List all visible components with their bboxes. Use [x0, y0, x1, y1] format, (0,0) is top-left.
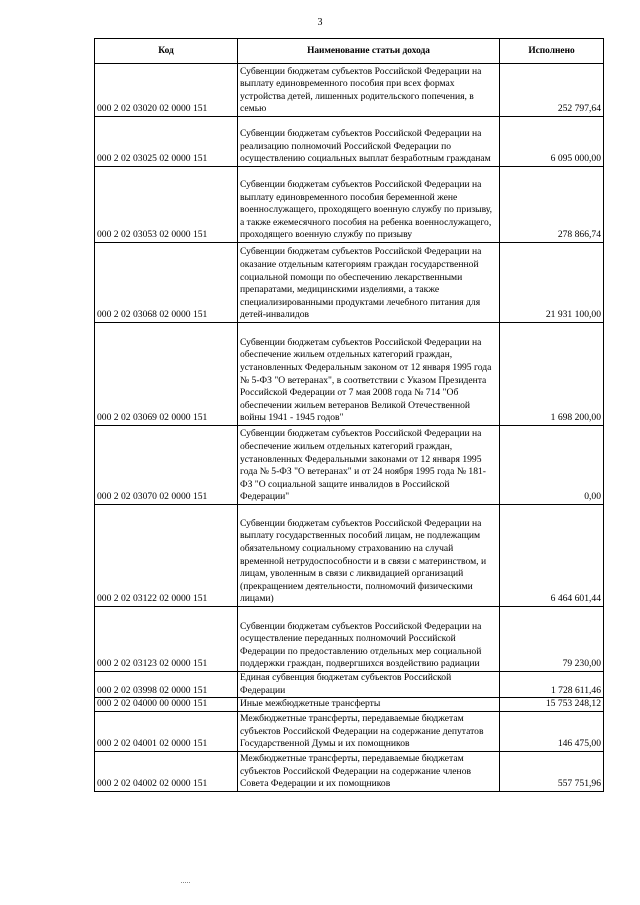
table-row [95, 426, 604, 505]
table-row [95, 117, 604, 167]
row-amount: 15 753 248,12 [500, 698, 604, 712]
table-row [95, 672, 604, 698]
row-name: Субвенции бюджетам субъектов Российской Федерации на осуществление переданных полномочий Российской Федерации по предоставлению отдельных мер социальной поддержки граждан, подвергшихся воздействию радиации [238, 607, 500, 672]
row-amount: 1 698 200,00 [500, 323, 604, 426]
table-row [95, 243, 604, 323]
row-name: Субвенции бюджетам субъектов Российской Федерации на реализацию полномочий Российской Федерации по осуществлению социальных выплат безработным гражданам [238, 117, 500, 167]
row-code: 000 2 02 03025 02 0000 151 [95, 117, 238, 167]
row-code: 000 2 02 04000 00 0000 151 [95, 698, 238, 712]
row-name: Иные межбюджетные трансферты [238, 698, 500, 712]
row-name: Межбюджетные трансферты, передаваемые бюджетам субъектов Российской Федерации на содержание депутатов Государственной Думы и их помощников [238, 711, 500, 751]
table-row [95, 698, 604, 712]
table-row [95, 711, 604, 751]
row-amount: 6 464 601,44 [500, 505, 604, 607]
row-code: 000 2 02 03070 02 0000 151 [95, 426, 238, 505]
row-amount: 79 230,00 [500, 607, 604, 672]
row-code: 000 2 02 03123 02 0000 151 [95, 607, 238, 672]
row-amount: 21 931 100,00 [500, 243, 604, 323]
table-row [95, 607, 604, 672]
row-code: 000 2 02 04002 02 0000 151 [95, 751, 238, 791]
header-code: Код [95, 39, 238, 64]
table-row [95, 751, 604, 791]
scan-mark [181, 882, 190, 884]
row-name: Субвенции бюджетам субъектов Российской Федерации на обеспечение жильем отдельных категорий граждан, установленных Федеральным законом от 12 января 1995 года № 5-ФЗ "О ветеранах", в соответствии с Указом Президента Российской Федерации от 7 мая 2008 года № 714 "Об обеспечении жильем ветеранов Великой Отечественной войны 1941 - 1945 годов" [238, 323, 500, 426]
table-row [95, 167, 604, 243]
table-row [95, 64, 604, 117]
page-number: 3 [317, 17, 323, 28]
row-amount: 1 728 611,46 [500, 672, 604, 698]
row-code: 000 2 02 03069 02 0000 151 [95, 323, 238, 426]
header-amount: Исполнено [500, 39, 604, 64]
row-code: 000 2 02 03053 02 0000 151 [95, 167, 238, 243]
table-row [95, 323, 604, 426]
row-name: Субвенции бюджетам субъектов Российской Федерации на выплату единовременного пособия при всех формах устройства детей, лишенных родительского попечения, в семью [238, 64, 500, 117]
row-amount: 6 095 000,00 [500, 117, 604, 167]
row-name: Субвенции бюджетам субъектов Российской Федерации на выплату единовременного пособия беременной жене военнослужащего, проходящего военную службу по призыву, а также ежемесячного пособия на ребенка военнослужащего, проходящего военную службу по призыву [238, 167, 500, 243]
row-name: Субвенции бюджетам субъектов Российской Федерации на оказание отдельным категориям граждан государственной социальной помощи по обеспечению лекарственными препаратами, медицинскими изделиями, а также специализированными продуктами лечебного питания для детей-инвалидов [238, 243, 500, 323]
row-name: Субвенции бюджетам субъектов Российской Федерации на выплату государственных пособий лицам, не подлежащим обязательному социальному страхованию на случай временной нетрудоспособности и в связи с материнством, и лицам, уволенным в связи с ликвидацией организаций (прекращением деятельности, полномочий физическими лицами) [238, 505, 500, 607]
row-name: Единая субвенция бюджетам субъектов Российской Федерации [238, 672, 500, 698]
revenue-table [94, 38, 604, 792]
row-amount: 252 797,64 [500, 64, 604, 117]
table-header-row [95, 39, 604, 64]
table-row [95, 505, 604, 607]
row-code: 000 2 02 03122 02 0000 151 [95, 505, 238, 607]
row-code: 000 2 02 04001 02 0000 151 [95, 711, 238, 751]
row-amount: 278 866,74 [500, 167, 604, 243]
header-name: Наименование статьи дохода [238, 39, 500, 64]
row-name: Субвенции бюджетам субъектов Российской Федерации на обеспечение жильем отдельных категорий граждан, установленных Федеральными законами от 12 января 1995 года № 5-ФЗ "О ветеранах" и от 24 ноября 1995 года № 181-ФЗ "О социальной защите инвалидов в Российской Федерации" [238, 426, 500, 505]
row-code: 000 2 02 03020 02 0000 151 [95, 64, 238, 117]
row-code: 000 2 02 03998 02 0000 151 [95, 672, 238, 698]
row-amount: 557 751,96 [500, 751, 604, 791]
row-amount: 0,00 [500, 426, 604, 505]
row-name: Межбюджетные трансферты, передаваемые бюджетам субъектов Российской Федерации на содержание членов Совета Федерации и их помощников [238, 751, 500, 791]
row-amount: 146 475,00 [500, 711, 604, 751]
row-code: 000 2 02 03068 02 0000 151 [95, 243, 238, 323]
